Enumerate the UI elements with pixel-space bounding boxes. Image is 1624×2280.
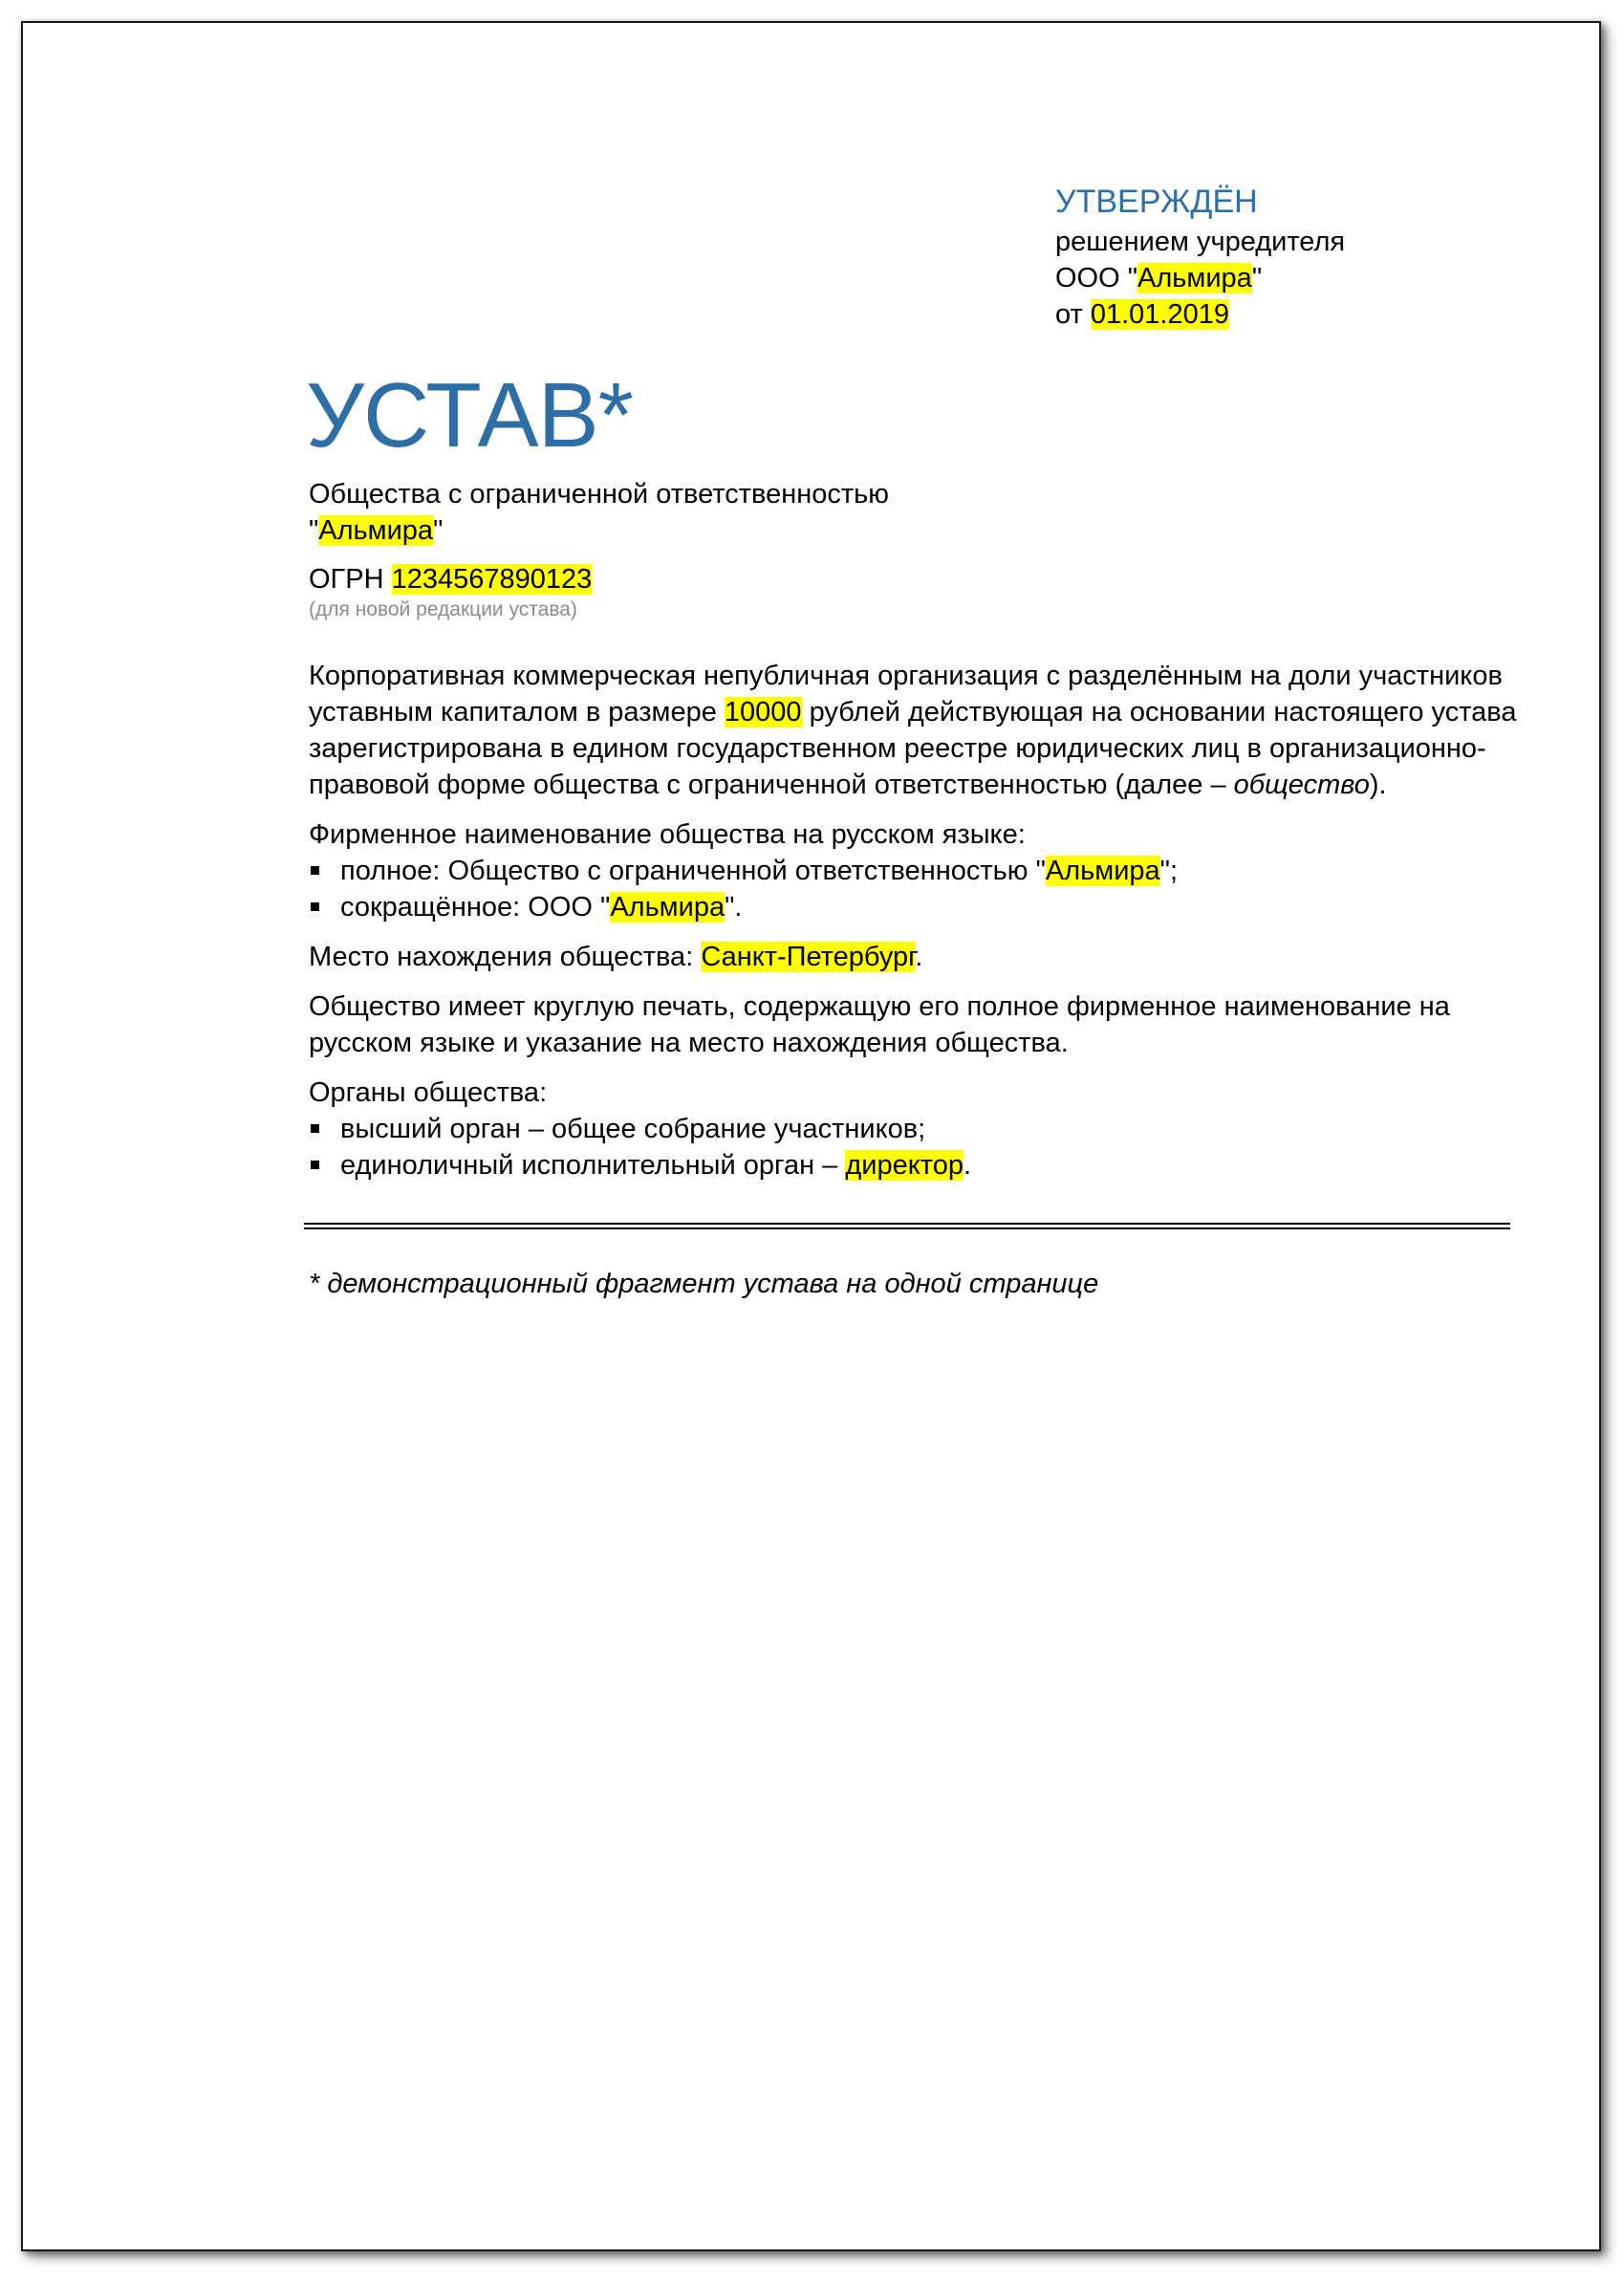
capital-amount: 10000: [724, 697, 802, 727]
location-city: Санкт-Петербург: [701, 942, 916, 972]
approval-company-name: Альмира: [1137, 263, 1252, 293]
seal-paragraph: Общество имеет круглую печать, содержащую его полное фирменное наименование на русском языке и указание на место нахождения общества.: [309, 991, 1450, 1058]
approval-title: УТВЕРЖДЁН: [1055, 184, 1258, 220]
subtitle-line-2: [309, 512, 889, 549]
subtitle-quote-open: ": [309, 515, 319, 546]
approval-date-prefix: от: [1055, 299, 1091, 330]
document-title: УСТАВ*: [306, 364, 633, 467]
bodies-item-2-suffix: .: [963, 1150, 972, 1181]
names-list: [309, 853, 1518, 925]
bodies-list: [309, 1111, 1518, 1183]
defined-term: общество: [1233, 770, 1370, 800]
short-name-prefix: сокращённое: ООО ": [340, 892, 611, 923]
bullet-icon: [311, 902, 319, 911]
footnote: * демонстрационный фрагмент устава на одной странице: [309, 1269, 1099, 1299]
subtitle-quote-close: ": [433, 515, 444, 546]
bullet-icon: [311, 866, 319, 875]
list-item: [309, 853, 1518, 889]
ogrn-line: [309, 561, 592, 597]
location-paragraph: [309, 939, 1518, 975]
paragraph-organization: [309, 658, 1518, 803]
ogrn-value: 1234567890123: [391, 564, 593, 595]
approval-date: 01.01.2019: [1090, 299, 1229, 330]
approval-line-3: [1055, 296, 1345, 333]
paragraph-organization-part-1: Корпоративная коммерческая непубличная организация с разделённым на доли участников уставным капиталом в размере: [309, 661, 1503, 727]
bullet-icon: [311, 1161, 319, 1169]
full-name-company: Альмира: [1045, 856, 1160, 886]
list-item: [309, 1147, 1518, 1183]
subtitle-company-name: Альмира: [318, 515, 434, 546]
paragraph-organization-part-3: ).: [1369, 770, 1387, 800]
document-body: [309, 658, 1518, 1197]
full-name-prefix: полное: Общество с ограниченной ответственностью ": [340, 856, 1046, 886]
ogrn-note: (для новой редакции устава): [309, 598, 577, 620]
short-name-company: Альмира: [610, 892, 725, 923]
list-item: [309, 1111, 1518, 1147]
approval-company-suffix: ": [1251, 263, 1263, 293]
subtitle-line-1: Общества с ограниченной ответственностью: [309, 479, 890, 510]
approval-company-prefix: ООО ": [1055, 263, 1138, 293]
document-subtitle: [309, 476, 889, 549]
approval-block: [1055, 180, 1345, 333]
full-name-suffix: ";: [1159, 856, 1179, 886]
bodies-heading: Органы общества:: [309, 1077, 548, 1108]
location-prefix: Место нахождения общества:: [309, 942, 702, 972]
list-item: [309, 889, 1518, 925]
bodies-item-2-value: директор: [845, 1150, 964, 1181]
bullet-icon: [311, 1124, 319, 1133]
names-heading: Фирменное наименование общества на русском языке:: [309, 819, 1026, 850]
ogrn-label: ОГРН: [309, 564, 392, 595]
bodies-item-2-prefix: единоличный исполнительный орган –: [340, 1150, 846, 1181]
bodies-item-1: высший орган – общее собрание участников;: [340, 1114, 926, 1144]
double-divider: [304, 1223, 1510, 1229]
location-suffix: .: [915, 942, 923, 972]
approval-line-2: [1055, 260, 1345, 296]
approval-line-1: решением учредителя: [1055, 227, 1346, 257]
short-name-suffix: ".: [725, 892, 743, 923]
paragraph-organization-part-2: рублей действующая на основании настоящего устава зарегистрирована в едином государственном реестре юридических лиц в организационно-правовой форме общества с ограниченной ответственностью (далее –: [309, 697, 1517, 800]
